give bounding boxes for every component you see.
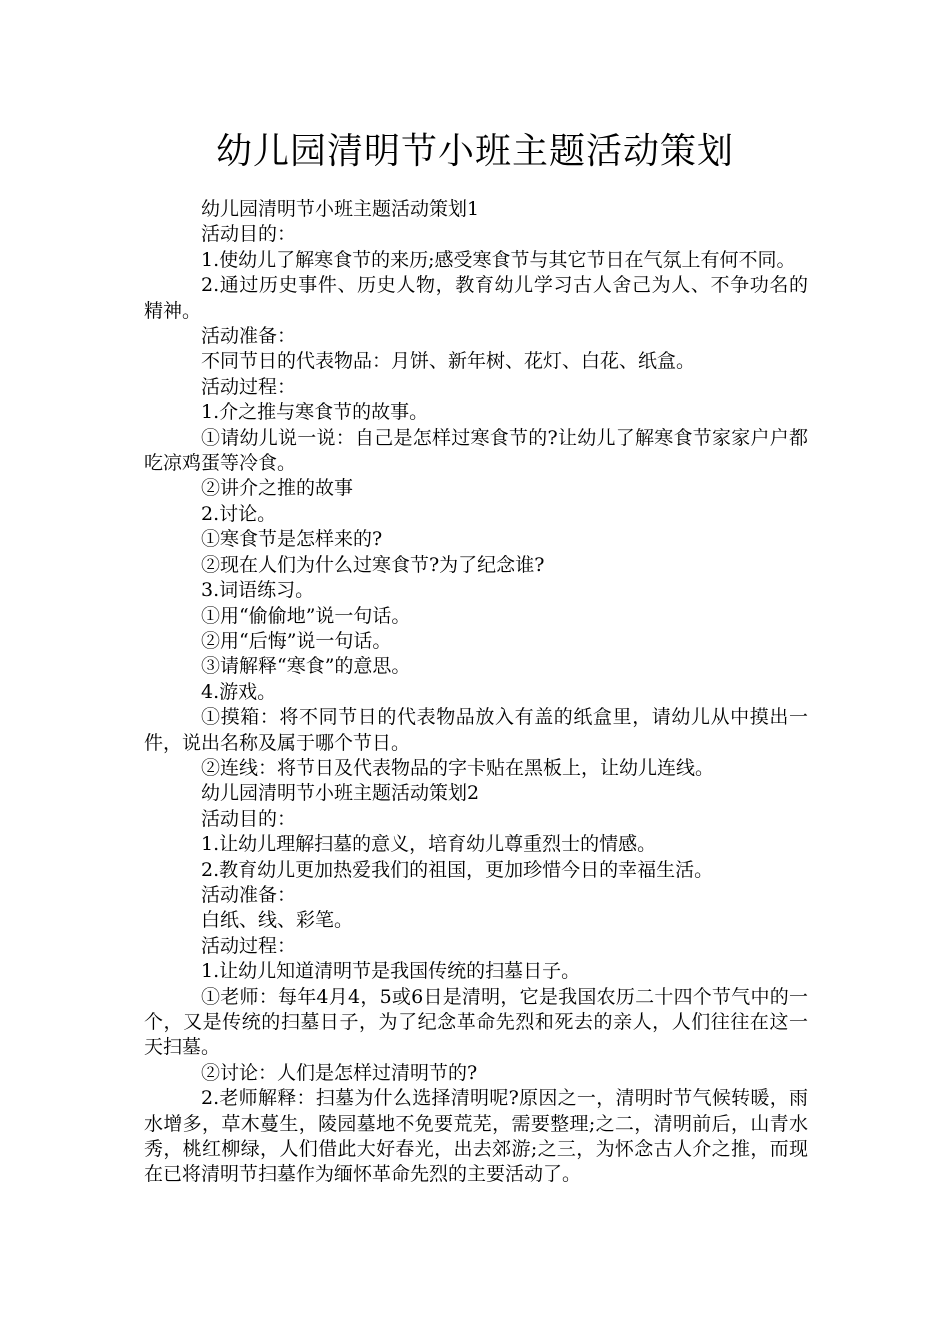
paragraph: 幼儿园清明节小班主题活动策划2 (201, 782, 480, 805)
paragraph: 活动准备： (201, 325, 297, 348)
paragraph: ①请幼儿说一说：自己是怎样过寒食节的?让幼儿了解寒食节家家户户都吃凉鸡蛋等冷食。 (144, 426, 808, 475)
paragraph: ②讨论：人们是怎样过清明节的? (201, 1061, 478, 1084)
document-title: 幼儿园清明节小班主题活动策划 (215, 131, 734, 172)
paragraph: 1.让幼儿知道清明节是我国传统的扫墓日子。 (201, 960, 581, 983)
paragraph: ②连线：将节日及代表物品的字卡贴在黑板上，让幼儿连线。 (201, 756, 715, 779)
paragraph: 活动目的： (201, 807, 297, 830)
paragraph: 1.让幼儿理解扫墓的意义，培育幼儿尊重烈士的情感。 (201, 833, 657, 856)
paragraph: 4.游戏。 (201, 680, 277, 703)
paragraph: ①老师：每年4月4，5或6日是清明，它是我国农历二十四个节气中的一个，又是传统的扫墓日子，为了纪念革命先烈和死去的亲人，人们往往在这一天扫墓。 (144, 985, 808, 1059)
paragraph: ②现在人们为什么过寒食节?为了纪念谁? (201, 553, 545, 576)
paragraph: ①摸箱：将不同节日的代表物品放入有盖的纸盒里，请幼儿从中摸出一件，说出名称及属于哪个节日。 (144, 706, 808, 754)
paragraph: 活动目的： (201, 223, 297, 246)
paragraph: ②用“后悔”说一句话。 (201, 629, 392, 652)
paragraph: ①寒食节是怎样来的? (201, 528, 383, 551)
paragraph: 不同节日的代表物品：月饼、新年树、花灯、白花、纸盒。 (201, 350, 696, 373)
paragraph: 2.老师解释：扫墓为什么选择清明呢?原因之一，清明时节气候转暖，雨水增多，草木蔓生，陵园墓地不免要荒芜，需要整理;之二，清明前后，山青水秀，桃红柳绿，人们借此大好春光，出去郊游;之三，为怀念古人介之推，而现在已将清明节扫墓作为缅怀革命先烈的主要活动了。 (144, 1087, 808, 1186)
paragraph: 白纸、线、彩笔。 (201, 909, 354, 932)
paragraph: ①用“偷偷地”说一句话。 (201, 604, 411, 627)
paragraph: 2.通过历史事件、历史人物，教育幼儿学习古人舍己为人、不争功名的精神。 (144, 274, 808, 322)
paragraph: ②讲介之推的故事 (201, 477, 354, 500)
paragraph: 1.使幼儿了解寒食节的来历;感受寒食节与其它节日在气氛上有何不同。 (201, 248, 796, 271)
document-body (144, 197, 808, 1188)
paragraph: 1.介之推与寒食节的故事。 (201, 401, 429, 424)
paragraph: 3.词语练习。 (201, 579, 315, 602)
paragraph: 幼儿园清明节小班主题活动策划1 (201, 198, 480, 220)
paragraph: 2.讨论。 (201, 502, 277, 525)
paragraph: ③请解释“寒食”的意思。 (201, 655, 411, 678)
paragraph: 活动过程： (201, 375, 297, 398)
paragraph: 2.教育幼儿更加热爱我们的祖国，更加珍惜今日的幸福生活。 (201, 858, 714, 881)
paragraph: 活动过程： (201, 934, 297, 957)
paragraph: 活动准备： (201, 883, 297, 906)
